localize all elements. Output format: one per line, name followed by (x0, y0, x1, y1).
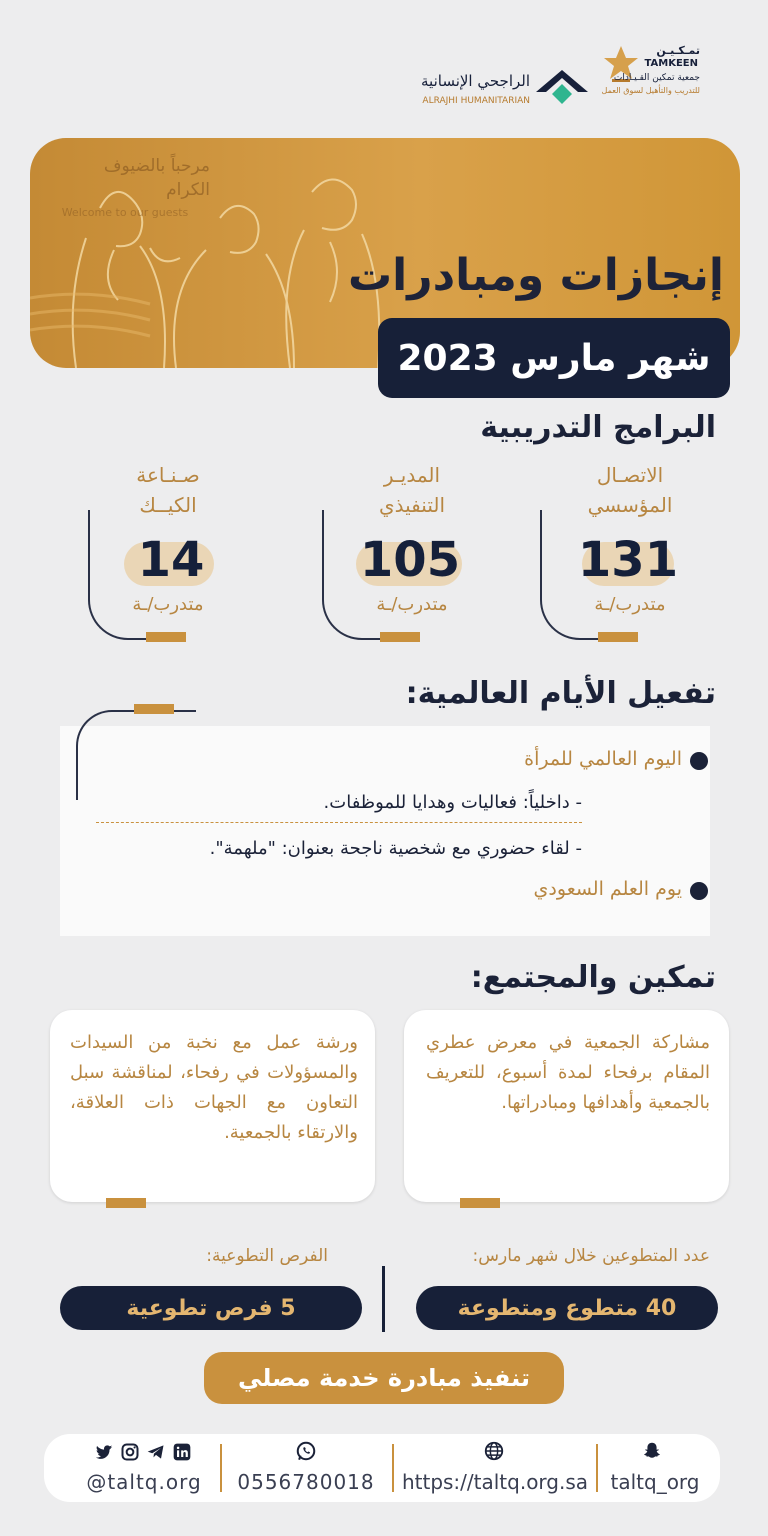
global-day-item: يوم العلم السعودي (533, 878, 682, 900)
volunteer-opportunities-label: الفرص التطوعية: (206, 1246, 328, 1266)
stat-label-line1: صـنـاعة (136, 463, 200, 487)
global-day-item: اليوم العالمي للمرأة (524, 748, 682, 770)
footer-snapchat[interactable]: taltq_org (610, 1470, 700, 1494)
community-card-text: ورشة عمل مع نخبة من السيدات والمسؤولات في رفحاء، لمناقشة سبل التعاون مع الجهات ذات العلاقة، والارتقاء بالجمعية. (70, 1032, 358, 1143)
initiative-cta: تنفيذ مبادرة خدمة مصلي (204, 1352, 564, 1404)
footer-phone[interactable]: 0556780018 (237, 1470, 375, 1494)
community-card (50, 1010, 375, 1202)
tamkeen-logo (600, 44, 700, 100)
footer-social-handle[interactable]: @taltq.org (86, 1470, 202, 1494)
card-tab (460, 1198, 500, 1208)
alrajhi-emblem-icon (534, 66, 590, 110)
stat-card (540, 460, 712, 650)
snapchat-icon[interactable] (640, 1440, 664, 1467)
training-title: البرامج التدريبية (480, 410, 716, 445)
footer-divider (596, 1444, 598, 1492)
stat-label-line2: الكيــك (139, 493, 197, 517)
stat-card (88, 460, 260, 650)
alrajhi-logo (400, 62, 590, 110)
hero-title: إنجازات ومبادرات (347, 250, 724, 301)
stat-tab (598, 632, 638, 642)
telegram-icon[interactable] (146, 1442, 166, 1464)
stat-unit: متدرب/ـة (132, 594, 204, 615)
linkedin-icon[interactable] (172, 1442, 192, 1464)
stat-unit: متدرب/ـة (594, 594, 666, 615)
stat-label-line2: التنفيذي (378, 493, 446, 517)
volunteer-count-pill: 40 متطوع ومتطوعة (416, 1286, 718, 1330)
community-card (404, 1010, 729, 1202)
community-card-text: مشاركة الجمعية في معرض عطري المقام برفحاء لمدة أسبوع، للتعريف بالجمعية وأهدافها ومبادراتها. (426, 1032, 710, 1113)
days-bracket (76, 710, 196, 800)
global-day-subitem: - داخلياً: فعاليات وهدايا للموظفات. (323, 792, 582, 813)
twitter-icon[interactable] (94, 1442, 114, 1464)
bullet-icon (690, 752, 708, 770)
footer-divider (220, 1444, 222, 1492)
stat-value: 131 (577, 532, 679, 588)
global-days-title: تفعيل الأيام العالمية: (405, 676, 716, 711)
stat-label-line2: المؤسسي (587, 493, 673, 517)
alrajhi-name-ar: الراجحي الإنسانية (421, 72, 530, 90)
footer-website[interactable]: https://taltq.org.sa (401, 1470, 589, 1494)
stat-label-line1: المديـر (383, 463, 441, 487)
alrajhi-name-en: ALRAJHI HUMANITARIAN (422, 96, 530, 106)
stat-value: 14 (137, 532, 205, 588)
hero-date: شهر مارس 2023 (378, 318, 730, 398)
volunteer-count-label: عدد المتطوعين خلال شهر مارس: (472, 1246, 710, 1266)
card-tab (106, 1198, 146, 1208)
stat-label-line1: الاتصـال (596, 463, 664, 487)
globe-icon[interactable] (482, 1440, 506, 1467)
stat-tab (380, 632, 420, 642)
community-title: تمكين والمجتمع: (470, 960, 716, 995)
footer-contact-bar (44, 1434, 720, 1502)
global-day-subitem: - لقاء حضوري مع شخصية ناجحة بعنوان: "ملهمة". (209, 838, 582, 859)
tamkeen-name-ar: تمـكـيـن (656, 44, 700, 57)
stat-tab (146, 632, 186, 642)
dashed-divider (96, 822, 582, 823)
tamkeen-name-en: TAMKEEN (644, 58, 698, 69)
welcome-sign-en: Welcome to our guests (61, 206, 189, 219)
footer-divider (392, 1444, 394, 1492)
instagram-icon[interactable] (120, 1442, 140, 1464)
welcome-sign-ar: مرحباً بالضيوف الكرام (103, 156, 210, 200)
bullet-icon (690, 882, 708, 900)
days-tab (134, 704, 174, 714)
tamkeen-tagline: للتدريب والتأهيل لسوق العمل (601, 86, 700, 95)
stat-value: 105 (359, 532, 461, 588)
tamkeen-subtitle: جمعية تمكين القـيـادات (613, 73, 700, 83)
whatsapp-icon[interactable] (294, 1440, 318, 1467)
volunteer-opportunities-pill: 5 فرص تطوعية (60, 1286, 362, 1330)
stat-unit: متدرب/ـة (376, 594, 448, 615)
volunteer-divider (382, 1266, 385, 1332)
stat-card (322, 460, 494, 650)
